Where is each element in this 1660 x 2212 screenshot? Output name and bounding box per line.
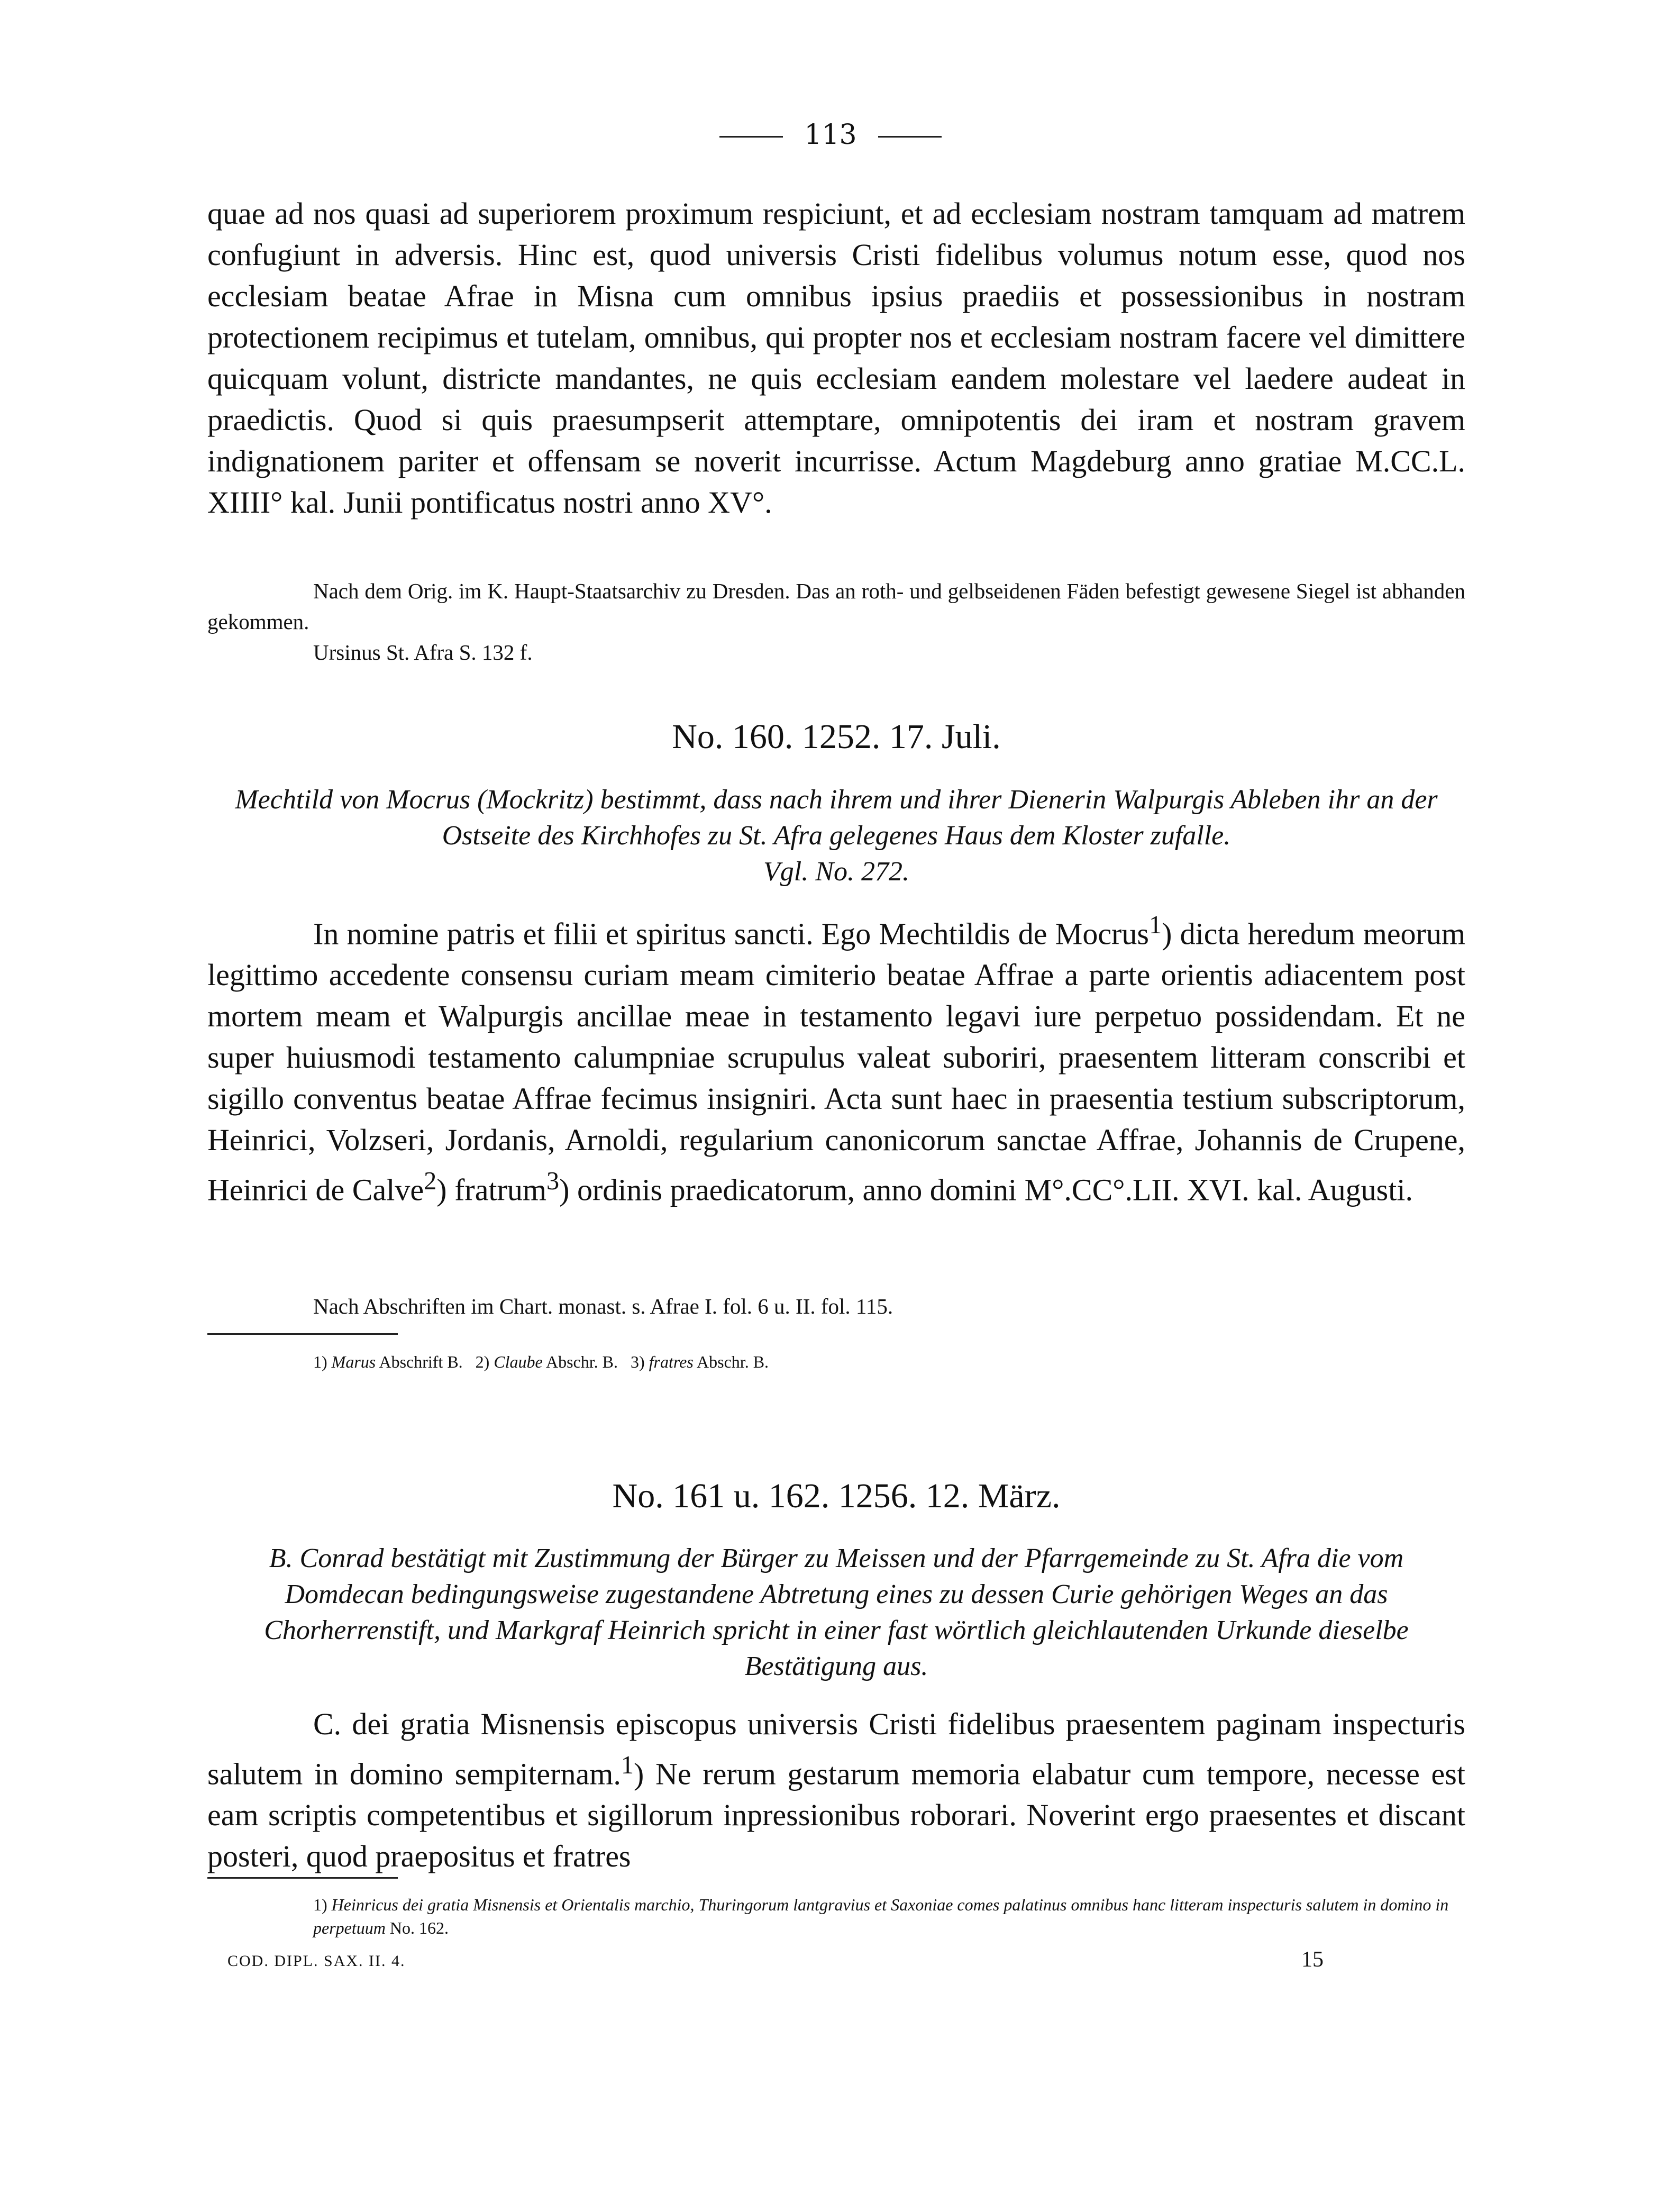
text-160-b: dicta heredum meorum legittimo accedente consensu curiam meam cimiterio beatae Affrae a parte orientis adiacentem post mortem meam et Walpurgis ancillae meae in testamento legavi iure perpetuo possidendam. Et ne super huiusmodi testamento calumpniae scrupulus valeat suboriri, praesentem litteram conscribi et sigillo conventus beatae Affrae fecimus insigniri. Acta sunt haec in praesentia testium subscriptorum, Heinrici, Volzseri, Jordanis, Arnoldi, regularium canonicorum sanctae Affrae, Johannis de Crupene, Heinrici de Calve [207,916,1465,1207]
document-title-160: No. 160. 1252. 17. Juli. [672,717,1001,756]
document-title-161: No. 161 u. 162. 1256. 12. März. [612,1477,1061,1515]
fn-160-2-num: 2) [475,1352,490,1371]
footnote-mark-3: 3 [546,1167,560,1196]
charter-text-continued: quae ad nos quasi ad superiorem proximum respiciunt, et ad ecclesiam nostram tamquam ad matrem confugiunt in adversis. Hinc est, quod universis Cristi fidelibus volumus notum esse, quod nos ecclesiam beatae Afrae in Misna cum omnibus ipsius praediis et possessionibus in nostram protectionem recipimus et tutelam, omnibus, qui propter nos et ecclesiam nostram facere vel dimittere quicquam volunt, districte mandantes, ne quis ecclesiam eandem molestare vel laedere audeat in praedictis. Quod si quis praesumpserit attemptare, omnipotentis dei iram et nostram gravem indignationem pariter et offensam se noverit incurrisse. Actum Magdeburg anno gratiae M.CC.L. XIIII° kal. Junii pontificatus nostri anno XV°. [207,196,1465,520]
footnote-mark-2: 2 [424,1167,437,1196]
footnote-mark-1: 1 [1148,911,1162,939]
summary-text-160: Mechtild von Mocrus (Mockritz) bestimmt, dass nach ihrem und ihrer Dienerin Walpurgis Ableben ihr an der Ostseite des Kirchhofes zu St. Afra gelegenes Haus dem Kloster zufalle. [235,785,1438,851]
fn-160-1-term: Marus [331,1352,376,1371]
reference-1: Ursinus St. Afra S. 132 f. [313,640,533,664]
fn-160-1-num: 1) [313,1352,327,1371]
charter-text-160: In nomine patris et filii et spiritus sancti. Ego Mechtildis de Mocrus$^1$) dicta heredum meorum legittimo accedente consensu curiam meam cimiterio beatae Affrae a parte orientis adiacentem post mortem meam et Walpurgis ancillae meae in testamento legavi iure perpetuo possidendam. Et ne super huiusmodi testamento calumpniae scrupulus valeat suboriri, praesentem litteram conscribi et sigillo conventus beatae Affrae fecimus insigniri. Acta sunt haec in praesentia testium subscriptorum, Heinrici, Volzseri, Jordanis, Arnoldi, regularium canonicorum sanctae Affrae, Johannis de Crupene, Heinrici de Calve$^2$) fratrum$^3$) ordinis praedicatorum, anno domini M°.CC°.LII. XVI. kal. Augusti. [207,911,1465,1207]
fn-160-2-ref: Abschr. B. [545,1352,618,1371]
fn-160-3-num: 3) [630,1352,645,1371]
fn-161-text: Heinricus dei gratia Misnensis et Orientalis marchio, Thuringorum lantgravius et Saxoniae comes palatinus omnibus hanc litteram inspecturis salutem in domino in perpetuum [313,1895,1449,1937]
text-161-b: Ne rerum gestarum memoria elabatur cum tempore, necesse est eam scriptis competentibus et sigillorum inpressionibus roborari. Noverint ergo praesentes et discant posteri, quod praepositus et fratres [207,1756,1465,1874]
header-dash-right [878,136,942,138]
text-160-d: ordinis praedicatorum, anno domini M°.CC°.LII. XVI. kal. Augusti. [569,1172,1413,1207]
cross-reference-160: Vgl. No. 272. [763,857,909,887]
document-summary-161: B. Conrad bestätigt mit Zustimmung der Bürger zu Meissen und der Pfarrgemeinde zu St. Afra die vom Domdecan bedingungsweise zugestandene Abtretung eines zu dessen Curie gehörigen Weges an das Chorherrenstift, und Markgraf Heinrich spricht in einer fast wörtlich gleichlautenden Urkunde dieselbe Bestätigung aus. [264,1543,1409,1681]
source-note-1: Nach dem Orig. im K. Haupt-Staatsarchiv zu Dresden. Das an roth- und gelbseidenen Fäden befestigt gewesene Siegel ist abhanden gekommen. [207,579,1465,634]
fn-160-1-ref: Abschrift B. [379,1352,463,1371]
footnotes-160 [313,1350,1571,1373]
fn-160-3-ref: Abschr. B. [697,1352,769,1371]
header-dash-left [719,136,783,138]
page-number: 113 [804,119,857,151]
text-161-a: C. dei gratia Misnensis episcopus universis Cristi fidelibus praesentem paginam inspecturis salutem in domino sempiternam. [207,1707,1465,1791]
text-160-c: fratrum [446,1172,546,1207]
collection-signature: COD. DIPL. SAX. II. 4. [227,1952,406,1970]
source-note-160: Nach Abschriften im Chart. monast. s. Afrae I. fol. 6 u. II. fol. 115. [313,1294,893,1318]
page-header [688,119,973,151]
sheet-number: 15 [1301,1947,1324,1972]
footnote-mark-161: 1 [621,1751,634,1779]
text-160-a: In nomine patris et filii et spiritus sancti. Ego Mechtildis de Mocrus [313,916,1149,951]
document-summary-160 [207,782,1465,890]
fn-161-ref: No. 162. [389,1918,449,1937]
fn-160-2-term: Claube [494,1352,543,1371]
footnote-161 [207,1893,1465,1940]
fn-160-3-term: fratres [649,1352,694,1371]
fn-161-num: 1) [313,1895,327,1914]
footnote-rule-161 [207,1877,398,1879]
charter-text-161: C. dei gratia Misnensis episcopus universis Cristi fidelibus praesentem paginam inspecturis salutem in domino sempiternam.$^1$) Ne rerum gestarum memoria elabatur cum tempore, necesse est eam scriptis competentibus et sigillorum inpressionibus roborari. Noverint ergo praesentes et discant posteri, quod praepositus et fratres [207,1707,1465,1874]
footnote-rule-160 [207,1333,398,1335]
